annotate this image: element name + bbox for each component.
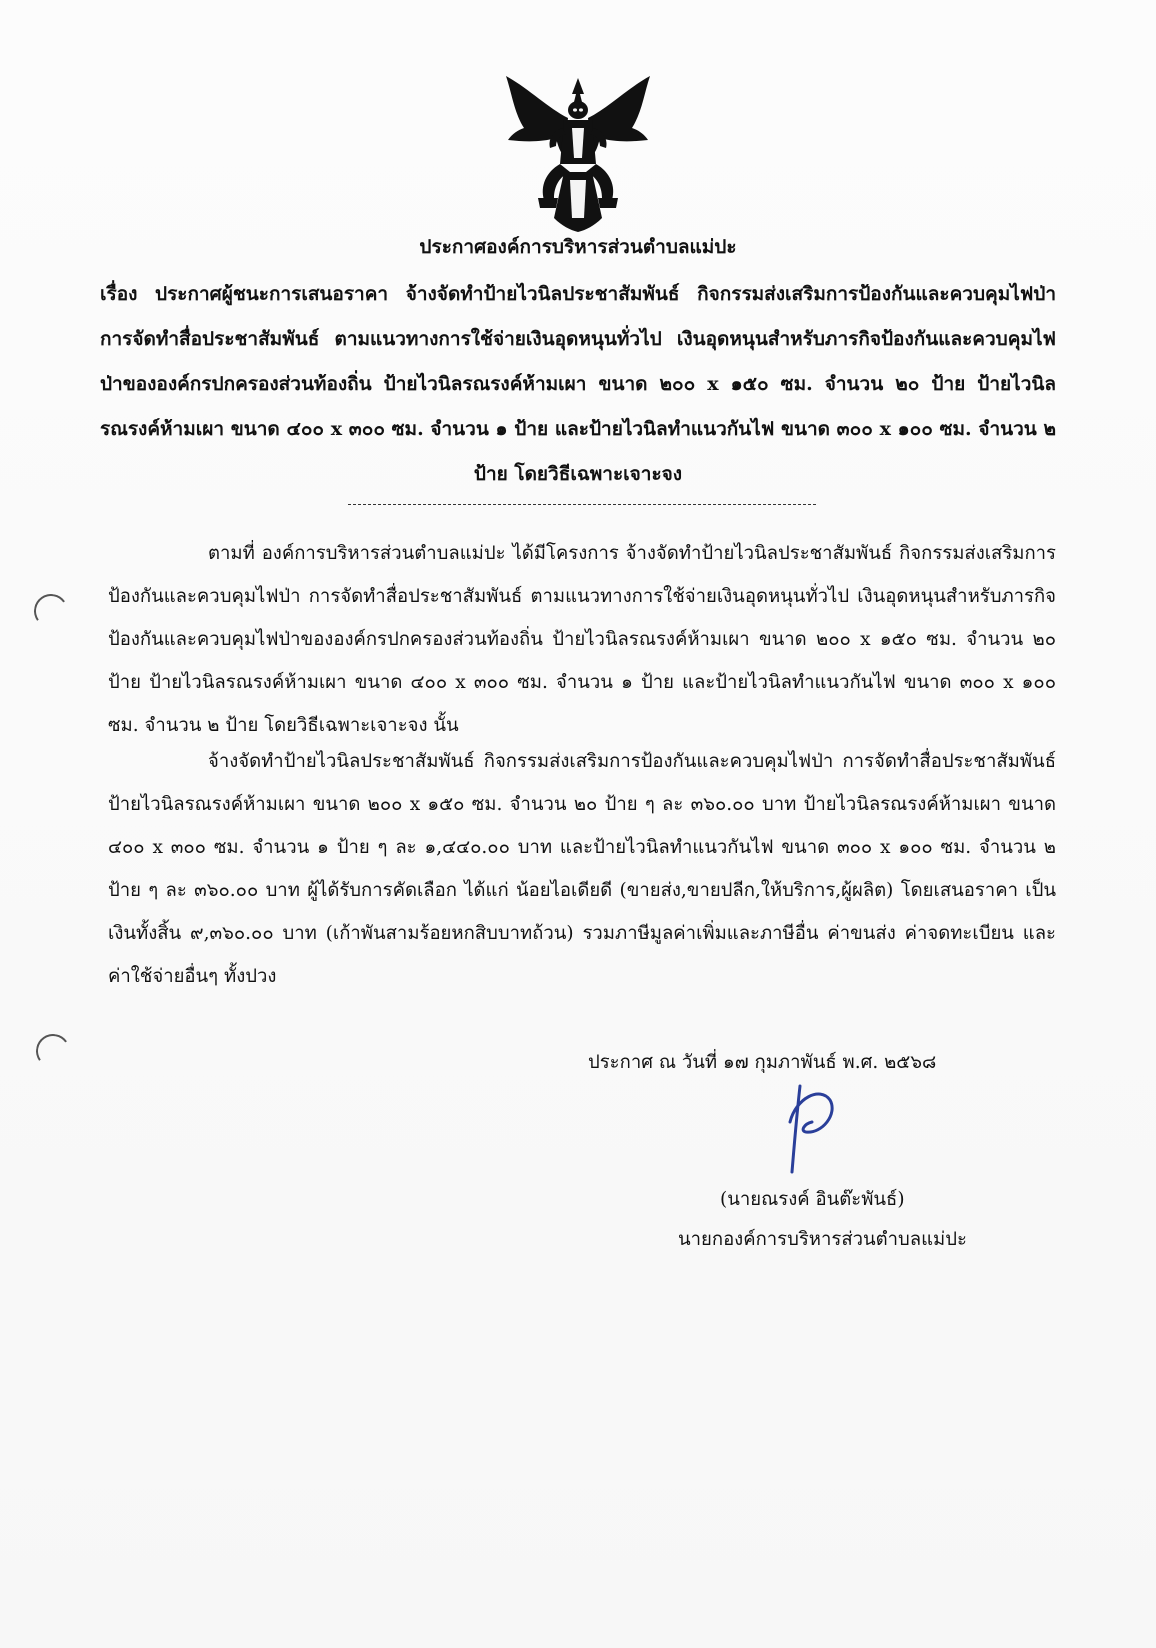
body-paragraph-1: [108, 532, 1056, 747]
punch-hole-mark: [33, 1031, 72, 1070]
announcement-title: ประกาศองค์การบริหารส่วนตำบลแม่ปะ: [419, 236, 737, 258]
handwritten-signature: [770, 1078, 842, 1174]
signer-name: (นายณรงค์ อินต๊ะพันธ์): [720, 1189, 905, 1210]
body-paragraph-2: [108, 740, 1056, 998]
announcement-subject: เรื่อง ประกาศผู้ชนะการเสนอราคา จ้างจัดทำป้ายไวนิลประชาสัมพันธ์ กิจกรรมส่งเสริมการป้องกันและควบคุมไฟป่า การจัดทำสื่อประชาสัมพันธ์ ตามแนวทางการใช้จ่ายเงินอุดหนุนทั่วไป เงินอุดหนุนสำหรับภารกิจป้องกันและควบคุมไฟป่าขององค์กรปกครองส่วนท้องถิ่น ป้ายไวนิลรณรงค์ห้ามเผา ขนาด ๒๐๐ x ๑๕๐ ซม. จำนวน ๒๐ ป้าย ป้ายไวนิลรณรงค์ห้ามเผา ขนาด ๔๐๐ x ๓๐๐ ซม. จำนวน ๑ ป้าย และป้ายไวนิลทำแนวกันไฟ ขนาด ๓๐๐ x ๑๐๐ ซม. จำนวน ๒ ป้าย โดยวิธีเฉพาะเจาะจง: [100, 283, 1056, 485]
paragraph-1-text: ตามที่ องค์การบริหารส่วนตำบลแม่ปะ ได้มีโครงการ จ้างจัดทำป้ายไวนิลประชาสัมพันธ์ กิจกรรมส่งเสริมการป้องกันและควบคุมไฟป่า การจัดทำสื่อประชาสัมพันธ์ ตามแนวทางการใช้จ่ายเงินอุดหนุนทั่วไป เงินอุดหนุนสำหรับภารกิจป้องกันและควบคุมไฟป่าขององค์กรปกครองส่วนท้องถิ่น ป้ายไวนิลรณรงค์ห้ามเผา ขนาด ๒๐๐ x ๑๕๐ ซม. จำนวน ๒๐ ป้าย ป้ายไวนิลรณรงค์ห้ามเผา ขนาด ๔๐๐ x ๓๐๐ ซม. จำนวน ๑ ป้าย และป้ายไวนิลทำแนวกันไฟ ขนาด ๓๐๐ x ๑๐๐ ซม. จำนวน ๒ ป้าย โดยวิธีเฉพาะเจาะจง นั้น: [108, 543, 1056, 736]
dashed-divider: [348, 504, 816, 505]
garuda-emblem-icon: [498, 68, 658, 238]
paragraph-2-text: จ้างจัดทำป้ายไวนิลประชาสัมพันธ์ กิจกรรมส่งเสริมการป้องกันและควบคุมไฟป่า การจัดทำสื่อประชาสัมพันธ์ ป้ายไวนิลรณรงค์ห้ามเผา ขนาด ๒๐๐ x ๑๕๐ ซม. จำนวน ๒๐ ป้าย ๆ ละ ๓๖๐.๐๐ บาท ป้ายไวนิลรณรงค์ห้ามเผา ขนาด ๔๐๐ x ๓๐๐ ซม. จำนวน ๑ ป้าย ๆ ละ ๑,๔๔๐.๐๐ บาท และป้ายไวนิลทำแนวกันไฟ ขนาด ๓๐๐ x ๑๐๐ ซม. จำนวน ๒ ป้าย ๆ ละ ๓๖๐.๐๐ บาท ผู้ได้รับการคัดเลือก ได้แก่ น้อยไอเดียดี (ขายส่ง,ขายปลีก,ให้บริการ,ผู้ผลิต) โดยเสนอราคา เป็นเงินทั้งสิ้น ๙,๓๖๐.๐๐ บาท (เก้าพันสามร้อยหกสิบบาทถ้วน) รวมภาษีมูลค่าเพิ่มและภาษีอื่น ค่าขนส่ง ค่าจดทะเบียน และค่าใช้จ่ายอื่นๆ ทั้งปวง: [108, 751, 1056, 987]
signer-title: นายกองค์การบริหารส่วนตำบลแม่ปะ: [678, 1229, 967, 1250]
punch-hole-mark: [31, 591, 70, 630]
announcement-date: ประกาศ ณ วันที่ ๑๗ กุมภาพันธ์ พ.ศ. ๒๕๖๘: [588, 1052, 937, 1073]
